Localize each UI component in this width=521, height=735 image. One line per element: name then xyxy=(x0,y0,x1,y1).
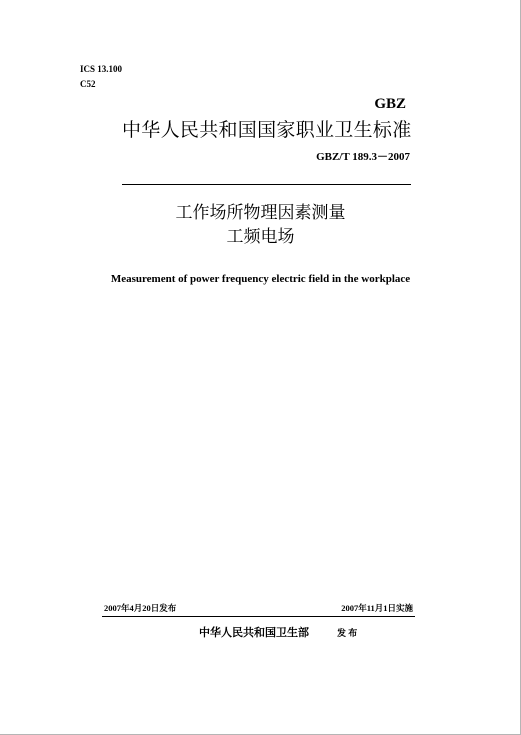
footer-divider xyxy=(102,616,415,617)
english-title: Measurement of power frequency electric field in the workplace xyxy=(110,273,411,285)
chinese-title-line-2: 工频电场 xyxy=(226,227,295,247)
issue-date: 2007年4月20日发布 xyxy=(104,603,177,613)
header-divider xyxy=(122,184,411,185)
implementation-date: 2007年11月1日实施 xyxy=(341,603,413,613)
ics-code: ICS 13.100 xyxy=(80,64,123,74)
ccs-code: C52 xyxy=(80,79,96,89)
standard-number: GBZ/T 189.3－2007 xyxy=(316,151,410,163)
chinese-title-line-1: 工作场所物理因素测量 xyxy=(175,203,346,223)
standard-category-title: 中华人民共和国国家职业卫生标准 xyxy=(122,119,412,141)
issuing-authority: 中华人民共和国卫生部 xyxy=(199,627,309,639)
issue-label: 发 布 xyxy=(337,628,358,638)
standard-code: GBZ xyxy=(374,96,406,112)
